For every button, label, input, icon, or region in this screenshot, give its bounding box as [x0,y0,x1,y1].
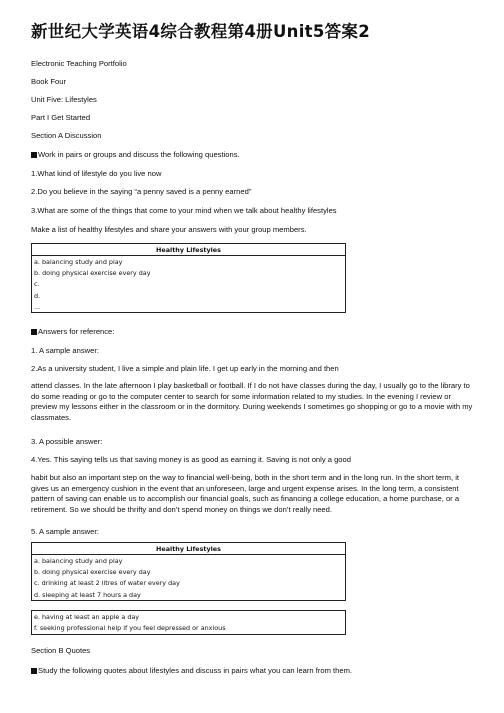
table-row: d. [32,290,346,301]
section-a-heading: Section A Discussion [31,131,102,140]
table-row: a. balancing study and play [32,256,346,268]
answer-4-paragraph: habit but also an important step on the way to financial well-being, both in the short term and in the long run. In the short term, it gives us an emergency cushion in the event that an unforeseen, large and urgent expense arises. In the long term, a consistent pattern of saving can enable us to accomplish our financial goals, such as financing a college education, a home purchase, or a retirement. So we should be thrifty and don’t spend money on things we don’t really need. [31,473,460,515]
square-bullet-icon [31,329,37,335]
table-row: c. drinking at least 2 litres of water every day [32,578,346,589]
table-row: ... [32,301,346,313]
instruction-text: Work in pairs or groups and discuss the following questions. [38,150,240,159]
answer-5: 5. A sample answer: [31,527,99,536]
square-bullet-icon [31,668,37,674]
answers-reference-line [31,327,114,336]
table-row: a. balancing study and play [32,555,346,567]
answer-1: 1. A sample answer: [31,346,99,355]
study-quotes-line [31,666,352,675]
table-row: b. doing physical exercise every day [32,267,346,278]
answer-2-paragraph: attend classes. In the late afternoon I play basketball or football. If I do not have classes during the day, I usually go to the library to do some reading or go to the computer center to search for some information related to my studies. In the evening I review or preview my lessons either in the classroom or in the dormitory. During weekends I sometimes go shopping or go to a movie with my classmates. [31,381,473,423]
section-b-heading: Section B Quotes [31,646,91,655]
table-row: c. [32,279,346,290]
study-quotes-text: Study the following quotes about lifestyles and discuss in pairs what you can learn from them. [38,666,353,675]
square-bullet-icon [31,152,37,158]
answer-2-first-line: 2.As a university student, I live a simple and plain life. I get up early in the morning and then [31,364,339,373]
part-line: Part I Get Started [31,113,91,122]
healthy-lifestyles-table-2 [31,542,346,601]
table-header: Healthy Lifestyles [32,244,346,256]
answer-4-first-line: 4.Yes. This saying tells us that saving money is as good as earning it. Saving is not only a good [31,455,351,464]
unit-line: Unit Five: Lifestyles [31,95,97,104]
portfolio-line: Electronic Teaching Portfolio [31,59,127,68]
table-header: Healthy Lifestyles [32,543,346,555]
healthy-lifestyles-table-3 [31,610,346,635]
book-line: Book Four [31,77,67,86]
instruction-line [31,150,240,159]
answers-reference-text: Answers for reference: [38,327,115,336]
table-row: d. sleeping at least 7 hours a day [32,589,346,601]
page-title: 新世纪大学英语4综合教程第4册Unit5答案2 [31,22,371,41]
table-row: e. having at least an apple a day [32,611,346,623]
table-row: f. seeking professional help if you feel depressed or anxious [32,622,346,634]
answer-3: 3. A possible answer: [31,437,103,446]
question-3: 3.What are some of the things that come to your mind when we talk about healthy lifestyles [31,206,337,215]
healthy-lifestyles-table-1 [31,243,346,313]
table-row: b. doing physical exercise every day [32,566,346,577]
question-1: 1.What kind of lifestyle do you live now [31,169,162,178]
question-2: 2.Do you believe in the saying “a penny saved is a penny earned” [31,187,252,196]
make-list-line: Make a list of healthy lifestyles and share your answers with your group members. [31,225,307,234]
